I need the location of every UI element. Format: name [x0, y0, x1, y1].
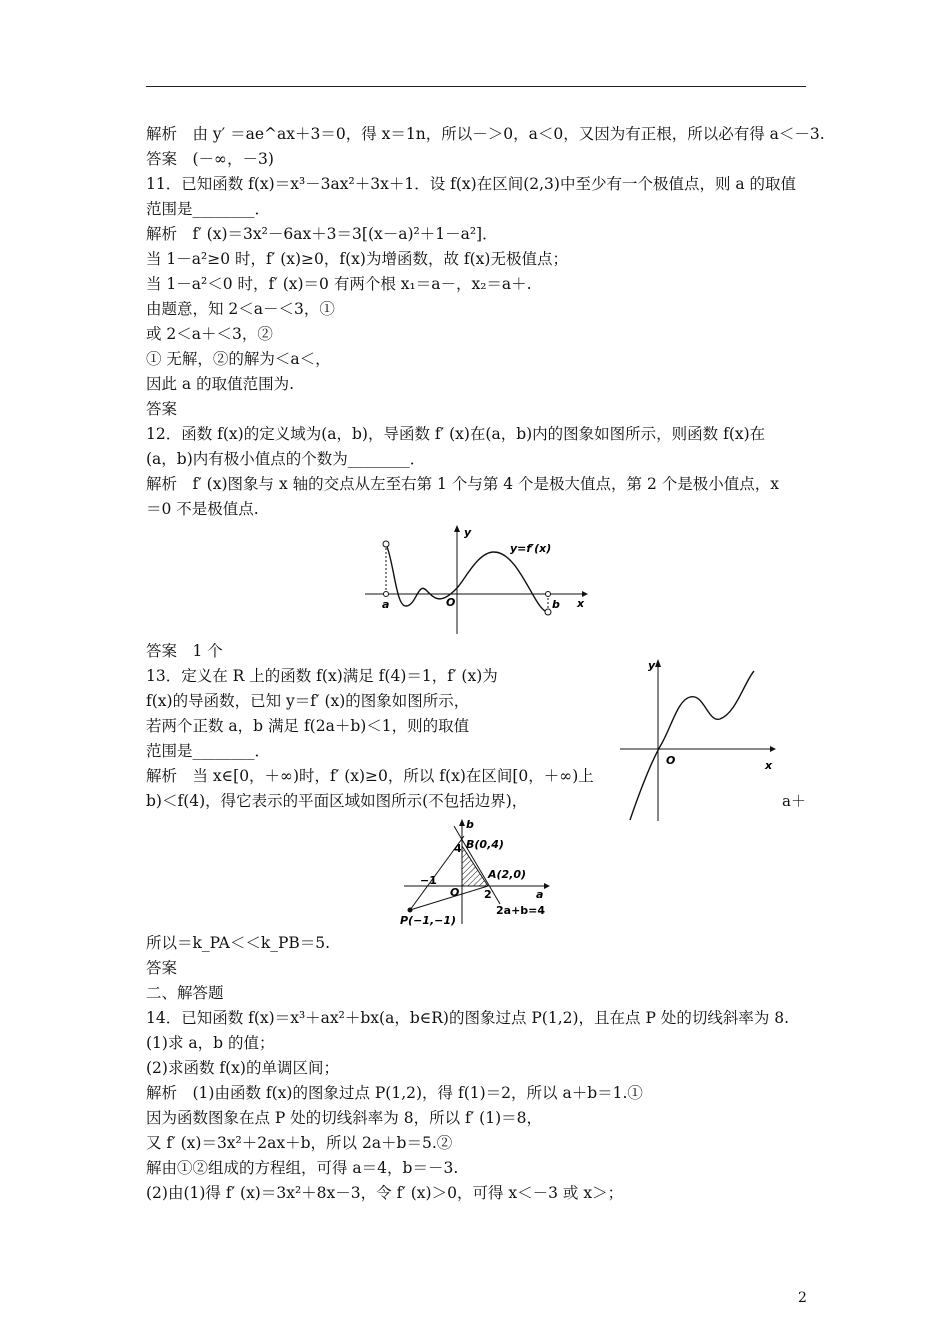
- text-line: 因为函数图象在点 P 处的切线斜率为 8，所以 f′ (1)＝8，: [146, 1109, 543, 1127]
- text-line: 解析 由 y′ ＝ae^ax＋3＝0，得 x＝1n，所以－＞0，a＜0，又因为有正根，所以必有得 a＜－3.: [146, 125, 825, 143]
- feasible-region-figure: [396, 816, 556, 928]
- text-line: ① 无解，②的解为＜a＜，: [146, 350, 331, 368]
- text-line: (a，b)内有极小值点的个数为________．: [146, 450, 426, 468]
- text-line: 11．已知函数 f(x)＝x³－3ax²＋3x＋1．设 f(x)在区间(2,3)中至少有一个极值点，则 a 的取值: [146, 175, 797, 193]
- text-line: 解析 f′ (x)图象与 x 轴的交点从左至右第 1 个与第 4 个是极大值点，第 2 个是极小值点，x: [146, 475, 780, 493]
- open-point-a-axis: [384, 592, 389, 597]
- text-line: 因此 a 的取值范围为.: [146, 375, 295, 393]
- tick-2-label: 2: [484, 888, 492, 901]
- text-line: 13．定义在 R 上的函数 f(x)满足 f(4)＝1，f′ (x)为: [146, 667, 498, 685]
- origin-label: O: [666, 754, 676, 767]
- text-line: 或 2＜a＋＜3，②: [146, 325, 273, 343]
- text-line: 解由①②组成的方程组，可得 a＝4，b＝－3.: [146, 1159, 459, 1177]
- y-axis-label: y: [648, 659, 656, 672]
- shaded-region: [462, 846, 488, 886]
- text-line: 答案 (－∞，－3): [146, 150, 274, 168]
- text-line: 12．函数 f(x)的定义域为(a，b)，导函数 f′ (x)在(a，b)内的图象如图所示，则函数 f(x)在: [146, 425, 766, 443]
- text-line: 解析 (1)由函数 f(x)的图象过点 P(1,2)，得 f(1)＝2，所以 a＋b＝1.①: [146, 1084, 643, 1102]
- point-B-label: B(0,4): [466, 838, 504, 851]
- text-line: 范围是________．: [146, 200, 271, 218]
- point-P: [408, 908, 413, 913]
- text-line: 答案 1 个: [146, 642, 223, 660]
- text-line: 当 1－a²＜0 时，f′ (x)＝0 有两个根 x₁＝a－，x₂＝a＋.: [146, 275, 532, 293]
- text-line: 解析 当 x∈[0，＋∞)时，f′ (x)≥0，所以 f(x)在区间[0，＋∞)上: [146, 767, 594, 785]
- b-axis-arrow: [459, 819, 465, 826]
- text-line: (2)求函数 f(x)的单调区间；: [146, 1059, 339, 1077]
- text-line: b)＜f(4)，得它表示的平面区域如图所示(不包括边界)，: [146, 792, 528, 810]
- a-label: a: [382, 598, 390, 611]
- a-axis-label: a: [536, 888, 544, 901]
- curve-label: y=f′(x): [510, 542, 552, 555]
- text-fragment: a＋: [782, 792, 806, 810]
- tick-4-label: 4: [454, 842, 462, 855]
- text-line: f(x)的导函数，已知 y＝f′ (x)的图象如图所示，: [146, 692, 470, 710]
- text-line: 若两个正数 a，b 满足 f(2a＋b)＜1，则的取值: [146, 717, 470, 735]
- derivative-graph-problem13: [612, 655, 780, 825]
- point-A-label: A(2,0): [488, 868, 527, 881]
- line-label: 2a+b=4: [496, 904, 546, 917]
- tick-neg1-label: −1: [420, 874, 437, 887]
- origin-label: O: [450, 886, 460, 899]
- text-line: 14．已知函数 f(x)＝x³＋ax²＋bx(a，b∈R)的图象过点 P(1,2)，且在点 P 处的切线斜率为 8.: [146, 1009, 790, 1027]
- open-point-b-axis: [546, 592, 551, 597]
- point-P-label: P(−1,−1): [400, 914, 457, 927]
- y-axis-label: y: [464, 526, 472, 539]
- b-axis-label: b: [466, 818, 474, 831]
- segment-PA: [410, 886, 488, 910]
- text-line: 又 f′ (x)＝3x²＋2ax＋b，所以 2a＋b＝5.②: [146, 1134, 453, 1152]
- text-line: 范围是________．: [146, 742, 271, 760]
- x-axis-label: x: [577, 597, 585, 610]
- text-line: 由题意，知 2＜a－＜3，①: [146, 300, 335, 318]
- b-label: b: [552, 598, 560, 611]
- open-endpoint-a: [383, 541, 389, 547]
- x-axis-label: x: [765, 759, 773, 772]
- a-axis-arrow: [544, 883, 550, 889]
- page-number: 2: [798, 1290, 807, 1306]
- text-line: 所以＝k_PA＜＜k_PB＝5.: [146, 934, 331, 952]
- open-endpoint-b: [545, 609, 551, 615]
- header-rule: [146, 86, 806, 87]
- text-line: 当 1－a²≥0 时，f′ (x)≥0，f(x)为增函数，故 f(x)无极值点；: [146, 250, 568, 268]
- text-line: (1)求 a，b 的值；: [146, 1034, 275, 1052]
- text-line: 解析 f′ (x)＝3x²－6ax＋3＝3[(x－a)²＋1－a²]．: [146, 225, 498, 243]
- text-line: 答案: [146, 959, 178, 977]
- text-line: 二、解答题: [146, 984, 224, 1002]
- text-line: ＝0 不是极值点.: [146, 500, 259, 518]
- origin-label: O: [446, 596, 456, 609]
- text-line: 答案: [146, 400, 178, 418]
- y-axis-arrow: [454, 525, 460, 532]
- derivative-graph-figure: [360, 522, 590, 637]
- text-line: (2)由(1)得 f′ (x)＝3x²＋8x－3，令 f′ (x)＞0，可得 x＜－3 或 x＞；: [146, 1184, 624, 1202]
